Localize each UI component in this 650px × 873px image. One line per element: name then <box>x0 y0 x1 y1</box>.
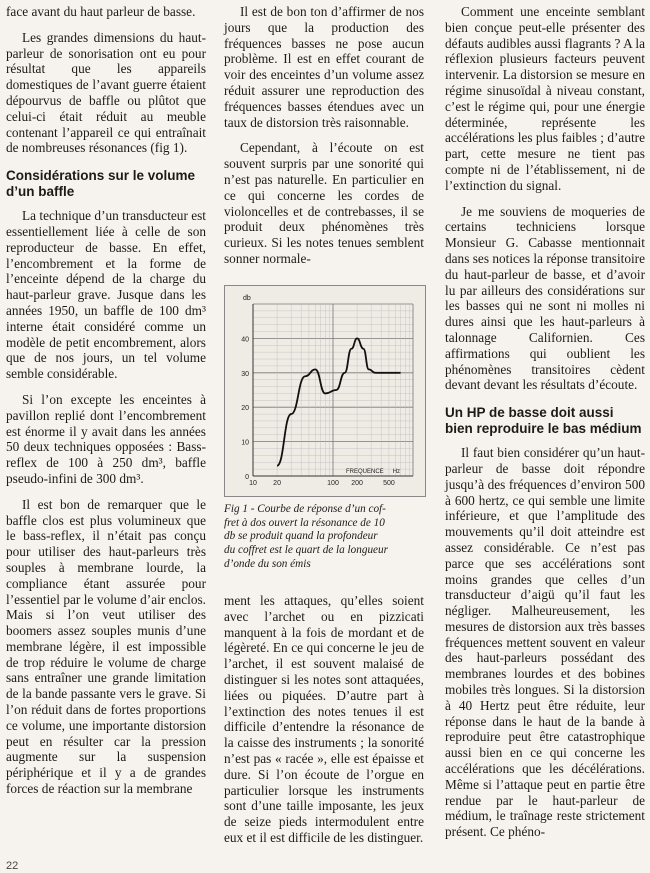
section-heading: Considérations sur le volume d’un baffle <box>6 168 196 200</box>
paragraph: Cependant, à l’écoute on est souvent surpris par une sonorité qui n’est pas naturelle. En particulier en ce qui concerne les cordes de violoncelles et de contrebasses, il se produit deux phénomènes très curieux. Si les notes tenues semblent sonner normale- <box>224 140 424 266</box>
y-tick-label: 20 <box>241 404 249 412</box>
caption-line: fret à dos ouvert la résonance de 10 <box>224 516 385 529</box>
column-left <box>6 4 206 807</box>
caption-line: db se produit quand la profondeur <box>224 530 378 543</box>
x-tick-label: 20 <box>273 479 281 487</box>
x-axis-unit: Hz <box>392 468 401 475</box>
column-right <box>445 4 645 850</box>
x-tick-label: 500 <box>383 479 395 487</box>
y-tick-label: 40 <box>241 336 249 344</box>
x-tick-label: 10 <box>249 479 257 487</box>
y-tick-label: 10 <box>241 439 249 447</box>
response-chart <box>224 285 426 497</box>
figure-caption <box>224 503 424 572</box>
y-tick-label: 0 <box>245 473 249 481</box>
x-axis-label: FREQUENCE <box>345 468 384 475</box>
figure <box>224 285 424 572</box>
paragraph: face avant du haut parleur de basse. <box>6 4 196 19</box>
response-curve <box>277 338 401 465</box>
column-middle-continued <box>224 593 424 856</box>
paragraph: ment les attaques, qu’elles soient avec l’archet ou en pizzicati manquent à la fois de mordant et de légèreté. En ce qui concerne le jeu de l’archet, il est souvent malaisé de distinguer si les notes sont attaquées, liées ou piquées. D’autre part à l’extinction des notes tenues il est difficile d’entendre la résonance de la caisse des instruments ; la sonorité n’est pas « racée », elle est épaisse et dure. Si l’on écoute de l’orgue en particulier lorsque les instruments sont d’une taille imposante, les jeux de seize pieds intermodulent entre eux et il est difficile de les distinguer. <box>224 593 424 845</box>
x-tick-label: 100 <box>327 479 339 487</box>
page-number: 22 <box>6 860 19 872</box>
paragraph: Il faut bien considérer qu’un haut-parleur de basse doit répondre jusqu’à des fréquences d’environ 500 à 600 hertz, ce qui semble une limite inférieure, et que l’amplitude des mouvements qu’il doit atteindre est assez considérable. Ce n’est pas parce que ses accélérations sont moins grandes que celles d’un transducteur d’aigü qu’il faut les négliger. Malheureusement, les mesures de distorsion aux très basses fréquences mettent souvent en valeur des haut-parleurs possédant des membranes lourdes et des bobines mobiles très longues. Si la distorsion à 40 Hertz peut être réduite, leur réponse dans le haut de la bande à reproduire peut être catastrophique aussi bien en ce qui concerne les accélérations que les décélérations. Même si l’attaque peut en partie être rendue par le haut-parleur de médium, le traînage reste strictement présent. Ce phéno- <box>445 445 645 840</box>
chart-svg <box>225 286 425 496</box>
paragraph: Les grandes dimensions du haut-parleur de sonorisation ont eu pour résultat que les appareils domestiques de l’avant guerre étaient dépourvus de baffle ou plûtot que celui-ci était réduit au meuble contenant l’appareil ce qui entraînait de nombreuses résonances (fig 1). <box>6 29 206 156</box>
paragraph: Il est bon de remarquer que le baffle clos est plus volumineux que le bass-reflex, il n’était pas conçu pour utiliser des haut-parleurs très souples à membrane lourde, la compliance étant assurée pour l’essentiel par le volume d’air enclos. Mais si l’on veut utiliser des boomers assez souples munis d’une membrane légère, il est impossible de trop réduire le volume de charge sans entraîner une grande limitation de la bande passante vers le grave. Si l’on réduit dans de fortes proportions ce volume, une importante distorsion peut en résulter car la pression augmente sur la suspension périphérique et il y a de grandes forces de réaction sur la membrane <box>6 496 206 797</box>
paragraph: Je me souviens de moqueries de certains techniciens lorsque Monsieur G. Cabasse mentionnait dans ses notices la réponse transitoire du haut-parleur de basse, et d’avoir lu par ailleurs des considérations sur les basses qui ne sont ni molles ni dures ainsi que les haut-parleurs à talonnage Californien. Ces affirmations qui oublient les phénomènes transitoires cèdent devant devant les résultats d’écoute. <box>445 203 645 393</box>
paragraph: La technique d’un transducteur est essentiellement liée à celle de son reproducteur de basse. En effet, l’encombrement et la forme de l’enceinte dépend de la charge du haut-parleur grave. Jusque dans les années 1950, un baffle de 100 dm³ interne était considéré comme un modèle de petit encombrement, alors que de nos jours, un tel volume semble considérable. <box>6 208 206 382</box>
paragraph: Il est de bon ton d’affirmer de nos jours que la production des fréquences basses ne pose aucun problème. Il est en effet courant de voir des enceintes d’un volume assez réduit assurer une reproduction des fréquences basses étendues avec un taux de distorsion très raisonnable. <box>224 4 424 130</box>
caption-line: du coffret est le quart de la longueur <box>224 544 388 557</box>
paragraph: Comment une enceinte semblant bien conçue peut-elle présenter des défauts audibles aussi flagrants ? A la réflexion plusieurs facteurs peuvent intervenir. La distorsion se mesure en régime sinusoïdal à niveau constant, c’est le régime qui, pour une énergie déterminée, représente les accélérations les plus faibles ; d’autre part, cette mesure ne tient pas compte ni de l’établissement, ni de l’extinction du signal. <box>445 4 645 193</box>
section-heading: Un HP de basse doit aussi bien reproduire le bas médium <box>445 405 642 437</box>
y-axis-label: db <box>243 294 251 302</box>
caption-line: Fig 1 - Courbe de réponse d’un cof- <box>224 502 386 515</box>
caption-line: d’onde du son émis <box>224 557 311 570</box>
column-middle <box>224 4 424 580</box>
y-tick-label: 30 <box>241 370 249 378</box>
x-tick-label: 200 <box>351 479 363 487</box>
paragraph: Si l’on excepte les enceintes à pavillon replié dont l’encombrement est énorme il y avait dans les années 50 deux techniques opposées : Bass-reflex de 100 à 250 dm³, baffle pseudo-infini de 300 dm³. <box>6 391 206 486</box>
